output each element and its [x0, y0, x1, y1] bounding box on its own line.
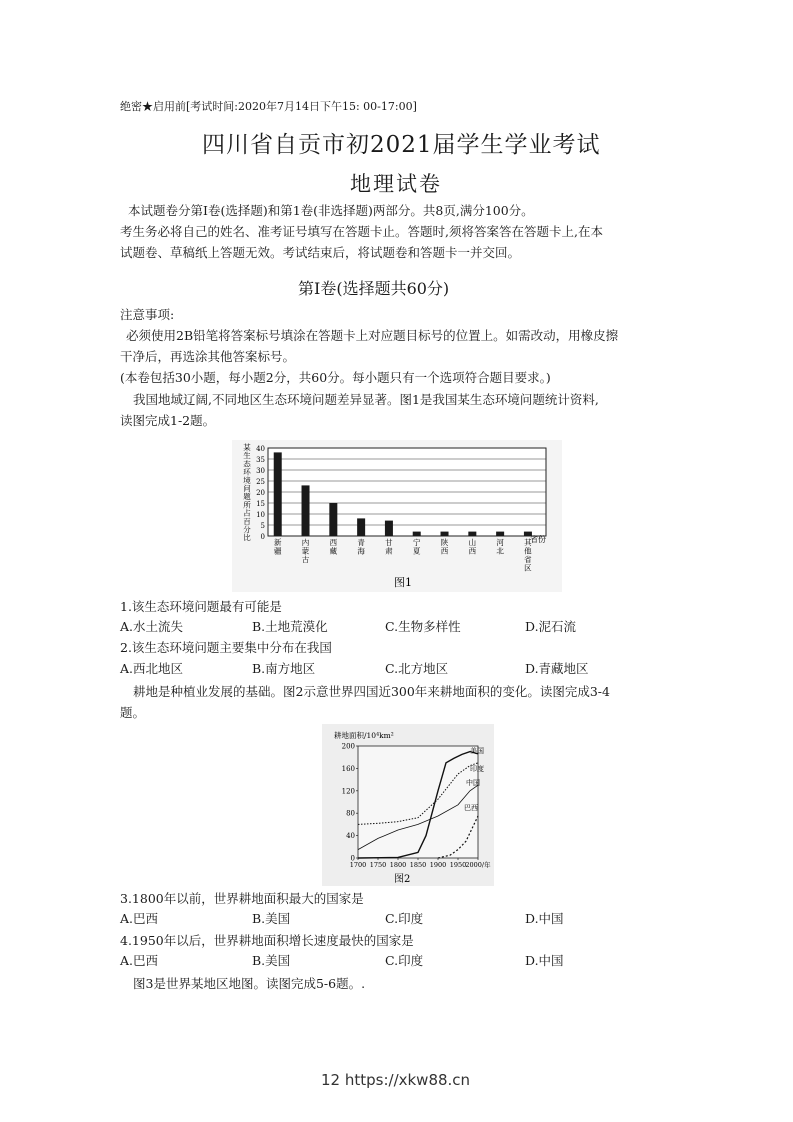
q3-option-a: A.巴西 — [120, 911, 159, 926]
q3-option-c: C.印度 — [385, 911, 424, 926]
figure-2-series-label: 中国 — [466, 779, 480, 788]
figure-2-ytick-label: 200 — [341, 742, 355, 751]
figure-1-bar — [468, 532, 476, 536]
figure-1-caption: 图1 — [394, 576, 412, 589]
figure-1-bar — [441, 532, 449, 536]
q3-option-b: B.美国 — [252, 911, 291, 926]
figure-1-bar — [413, 532, 421, 536]
notice-line-1: 必须使用2B铅笔将答案标号填涂在答题卡上对应题目标号的位置上。如需改动，用橡皮擦 — [126, 328, 619, 343]
exam-title: 四川省自贡市初2021届学生学业考试 — [202, 132, 601, 158]
figure-1-ytick-label: 40 — [256, 445, 265, 453]
figure-2-ytick-label: 40 — [346, 832, 355, 841]
q2-stem: 2.该生态环境问题主要集中分布在我国 — [120, 640, 332, 655]
q3-option-d: D.中国 — [525, 911, 564, 926]
passage1-line-1: 我国地域辽阔,不同地区生态环境问题差异显著。图1是我国某生态环境问题统计资料, — [133, 392, 599, 407]
figure-2-series-label: 美国 — [470, 746, 484, 755]
notice-label: 注意事项: — [120, 307, 175, 322]
section-title: 第Ⅰ卷(选择题共60分) — [298, 279, 450, 298]
figure-2-ylabel: 耕地面积/10⁴km² — [334, 731, 394, 740]
passage2-line-1: 耕地是种植业发展的基础。图2示意世界四国近300年来耕地面积的变化。读图完成3-4 — [133, 684, 610, 699]
q2-option-a: A.西北地区 — [120, 661, 184, 676]
figure-1-bar — [302, 485, 310, 536]
passage3: 图3是世界某地区地图。读图完成5-6题。. — [133, 976, 366, 991]
figure-2-xtick-label: 1700 — [349, 861, 367, 869]
figure-1-ytick-label: 0 — [260, 533, 265, 541]
q1-option-d: D.泥石流 — [525, 619, 577, 634]
exam-subtitle: 地理试卷 — [350, 172, 442, 196]
figure-1-ytick-label: 5 — [260, 522, 265, 530]
q4-option-b: B.美国 — [252, 953, 291, 968]
figure-2-xtick-label: 1800 — [389, 861, 407, 869]
figure-1-bar — [385, 521, 393, 536]
figure-1-ytick-label: 20 — [256, 489, 265, 497]
q4-option-c: C.印度 — [385, 953, 424, 968]
q3-stem: 3.1800年以前，世界耕地面积最大的国家是 — [120, 891, 364, 906]
figure-2-xtick-label: 1850 — [409, 861, 427, 869]
intro-line-3: 试题卷、草稿纸上答题无效。考试结束后，将试题卷和答题卡一并交回。 — [120, 245, 521, 260]
figure-2-line-chart — [322, 724, 494, 886]
figure-1-bar — [357, 518, 365, 536]
q4-option-a: A.巴西 — [120, 953, 159, 968]
intro-line-2: 考生务必将自己的姓名、准考证号填写在答题卡止。答题时,须将答案答在答题卡上,在本 — [120, 224, 603, 239]
figure-1-ylabel: 某生态环境问题所占百分比 — [243, 443, 251, 543]
header-note: 绝密★启用前[考试时间:2020年7月14日下午15: 00-17:00] — [120, 100, 417, 113]
passage1-line-2: 读图完成1-2题。 — [120, 413, 216, 428]
q1-option-b: B.土地荒漠化 — [252, 619, 328, 634]
figure-1-xtick-label: 陕西 — [440, 538, 449, 556]
figure-1-xtick-label: 西藏 — [329, 538, 338, 556]
q4-stem: 4.1950年以后，世界耕地面积增长速度最快的国家是 — [120, 933, 414, 948]
figure-1-xtick-label: 新疆 — [273, 538, 282, 556]
q1-option-a: A.水土流失 — [120, 619, 184, 634]
figure-1-ytick-label: 30 — [256, 467, 265, 475]
figure-1-bar — [274, 452, 282, 536]
figure-2-ytick-label: 0 — [350, 854, 355, 863]
figure-2-series-label: 巴西 — [464, 804, 478, 812]
q2-option-d: D.青藏地区 — [525, 661, 589, 676]
figure-2-xtick-label: 1750 — [369, 861, 387, 869]
figure-1-xtick-label: 青海 — [357, 538, 365, 556]
figure-1-ytick-label: 35 — [256, 456, 265, 464]
figure-1-xtick-label: 山西 — [468, 538, 477, 556]
figure-1-xtick-label: 河北 — [496, 538, 504, 556]
notice-line-2: 干净后，再选涂其他答案标号。 — [120, 349, 296, 364]
figure-2-xtick-label: 1950 — [449, 861, 467, 869]
figure-2-ytick-label: 80 — [346, 809, 355, 818]
figure-1-ytick-label: 10 — [256, 511, 265, 519]
figure-1-bar — [496, 532, 504, 536]
figure-2-xtick-label: 2000/年 — [465, 861, 491, 869]
figure-1-xlabel: 省份 — [530, 535, 546, 544]
page-footer: 12 https://xkw88.cn — [321, 1071, 471, 1089]
q2-option-c: C.北方地区 — [385, 661, 449, 676]
q4-option-d: D.中国 — [525, 953, 564, 968]
q1-stem: 1.该生态环境问题最有可能是 — [120, 599, 282, 614]
figure-1-xtick-label: 甘肃 — [385, 538, 393, 556]
figure-2-series-label: 印度 — [470, 764, 484, 773]
figure-2-ytick-label: 120 — [341, 787, 355, 796]
figure-1-xtick-label: 内蒙古 — [301, 538, 310, 564]
figure-1-ytick-label: 15 — [256, 500, 265, 508]
figure-1-ytick-label: 25 — [256, 478, 265, 486]
figure-1-bar-chart — [232, 440, 562, 592]
q2-option-b: B.南方地区 — [252, 661, 316, 676]
notice-line-3: (本卷包括30小题，每小题2分，共60分。每小题只有一个选项符合题目要求。) — [120, 370, 551, 385]
figure-1-xtick-label: 其他省区 — [524, 538, 532, 573]
passage2-line-2: 题。 — [120, 705, 146, 720]
figure-2-ytick-label: 160 — [341, 764, 355, 773]
intro-line-1: 本试题卷分第Ⅰ卷(选择题)和第1卷(非选择题)两部分。共8页,满分100分。 — [128, 203, 534, 218]
figure-1-xtick-label: 宁夏 — [412, 538, 421, 556]
figure-2-xtick-label: 1900 — [429, 861, 447, 869]
figure-1-bar — [329, 503, 337, 536]
q1-option-c: C.生物多样性 — [385, 619, 461, 634]
figure-2-caption: 图2 — [394, 874, 411, 885]
